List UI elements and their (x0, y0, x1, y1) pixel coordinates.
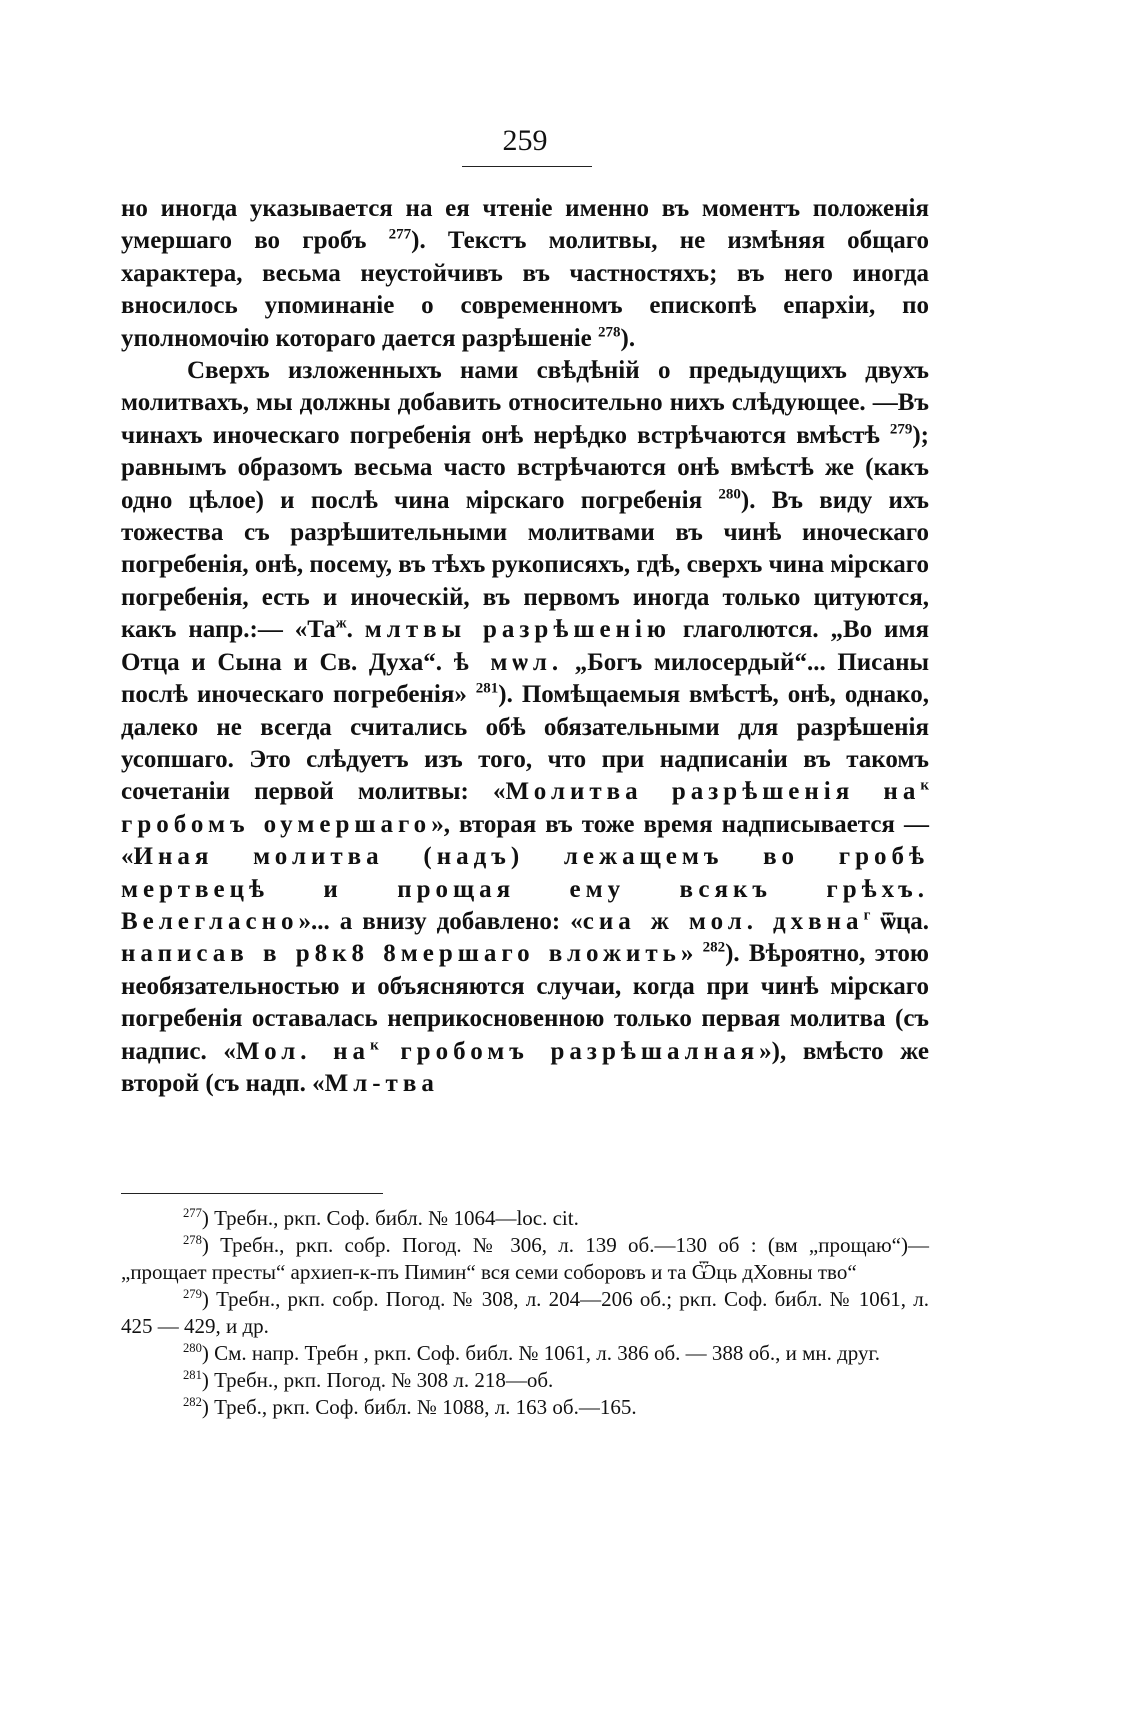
footnote-ref: 277 (388, 227, 412, 244)
footnote-ref: ж (335, 615, 347, 632)
footnote-number: 281 (183, 1368, 202, 1382)
text-run: ). Текстъ молитвы, не измѣняя общаго характера, весьма неустойчивъ въ частностяхъ; въ него иногда вносилось упоминаніе о современномъ епископѣ епархіи, по уполномочію котораго дается разрѣшеніе (121, 227, 930, 352)
text-run: „Богъ милосердый“... Писаны послѣ иноческаго погребенія» (121, 648, 930, 709)
text-run: ѿца. (870, 907, 929, 935)
text-run: . (346, 616, 365, 644)
footnote-text: ) См. напр. Требн , рκп. Соф. библ. № 1061, л. 386 об. — 388 об., и мн. друг. (201, 1341, 881, 1365)
footnote (121, 1205, 929, 1232)
footnote-text: ) Требн., рκп. Соф. библ. № 1064—loc. cit. (201, 1206, 579, 1230)
spaced-quote-text: Иная молитва (надъ) лежащемъ во гробѣ мертвецѣ и прощая ему всякъ грѣхъ. Велегласно (121, 843, 929, 935)
footnote-rule (121, 1193, 383, 1194)
text-run: ). Вѣроятно, этою необязательностью и объясняются случаи, когда при чинѣ мірскаго погребенія оставалась неприкосновенною только первая молитва (съ надпис. « (121, 940, 929, 1065)
footnote-text: ) Треб., рκп. Соф. библ. № 1088, л. 163 об.—165. (201, 1395, 637, 1419)
footnote-number: 280 (183, 1341, 202, 1355)
footnote (121, 1340, 929, 1367)
spaced-quote-text: Мл-тва (324, 1069, 439, 1097)
footnote-ref: 281 (475, 680, 499, 697)
spaced-quote-text: Мол. на (235, 1037, 371, 1065)
footnote-text: ) Требн., рκп. собр. Погод. № 306, л. 139 об.—130 об : (вм „прощаю“)—„прощает престы“ архиеп-к-пъ Пимин“ вся семи соборовъ и та Ѿць дХовны тво“ (121, 1233, 929, 1284)
footnote (121, 1394, 929, 1421)
footnote-ref: 279 (889, 421, 913, 438)
footnotes (121, 1205, 929, 1421)
text-run: ); равнымъ образомъ весьма часто встрѣчаются онѣ вмѣстѣ же (какъ одно цѣлое) и послѣ чина мірскаго погребенія (121, 421, 929, 514)
footnote (121, 1367, 929, 1394)
spaced-quote-text: написав в р8к8 8мершаго вложить (121, 940, 681, 968)
spaced-quote-text: гробомъ разрѣшалная (378, 1037, 760, 1065)
text-run: ). Въ виду ихъ тожества съ разрѣшительными молитвами въ чинѣ иноческаго погребенія, онѣ, посему, въ тѣхъ рукописяхъ, гдѣ, сверхъ чина мірскаго погребенія, есть и иноческій, въ первомъ иногда только цитуются, какъ напр.:— «Та (121, 486, 930, 644)
text-run: »... а внизу добавлено: « (298, 907, 583, 935)
footnote-ref: г (863, 907, 871, 924)
footnote-ref: 278 (598, 324, 621, 341)
page-number: 259 (502, 124, 548, 157)
footnote-ref: 280 (718, 486, 741, 503)
footnote (121, 1232, 929, 1286)
text-run: глаголются. „Во имя Отца и Сына и Св. Духа“. (121, 616, 929, 676)
footnote-ref: к (370, 1037, 379, 1054)
spaced-quote-text: млтвы разрѣшенію (364, 616, 671, 644)
footnote-text: ) Требн., рκп. собр. Погод. № 308, л. 204—206 об.; рκп. Соф. библ. № 1061, л. 425 — 429, и др. (121, 1287, 929, 1338)
footnote-text: ) Требн., рκп. Погод. № 308 л. 218—об. (201, 1368, 554, 1392)
paragraph (121, 355, 929, 1100)
text-run: » (680, 940, 703, 968)
footnote-ref: 282 (702, 940, 726, 957)
main-text (121, 193, 929, 1100)
footnote-number: 278 (183, 1233, 202, 1247)
text-run: »), вмѣсто же второй (съ надп. « (121, 1037, 929, 1097)
text-run: », вторая въ тоже время надписывается — « (121, 810, 929, 871)
footnote (121, 1286, 929, 1340)
spaced-quote-text: ѣ мѡл. (453, 648, 564, 676)
footnote-number: 277 (183, 1206, 202, 1220)
footnote-number: 279 (183, 1287, 202, 1301)
paragraph (121, 193, 929, 355)
spaced-quote-text: Молитва разрѣшенія на (505, 778, 921, 806)
text-run: ). (620, 324, 636, 352)
footnote-number: 282 (183, 1395, 202, 1409)
spaced-quote-text: сиа ж мол. дхвна (582, 907, 864, 935)
footnote-ref: к (920, 777, 929, 794)
text-run: но иногда указывается на ея чтеніе именно въ моментъ положенія умершаго во гробъ (121, 195, 929, 255)
spaced-quote-text: гробомъ оумершаго (121, 810, 432, 838)
text-run: Сверхъ изложенныхъ нами свѣдѣній о предыдущихъ двухъ молитвахъ, мы должны добавить относительно нихъ слѣдующее. —Въ чинахъ иноческаго погребенія онѣ нерѣдко встрѣчаются вмѣстѣ (121, 357, 929, 449)
text-run: ). Помѣщаемыя вмѣстѣ, онѣ, однако, далеко не всегда считались обѣ обязательными для разрѣшенія усопшаго. Это слѣдуетъ изъ того, что при надписаніи въ такомъ сочетаніи первой молитвы: « (121, 681, 929, 806)
page-number-rule (462, 166, 592, 167)
